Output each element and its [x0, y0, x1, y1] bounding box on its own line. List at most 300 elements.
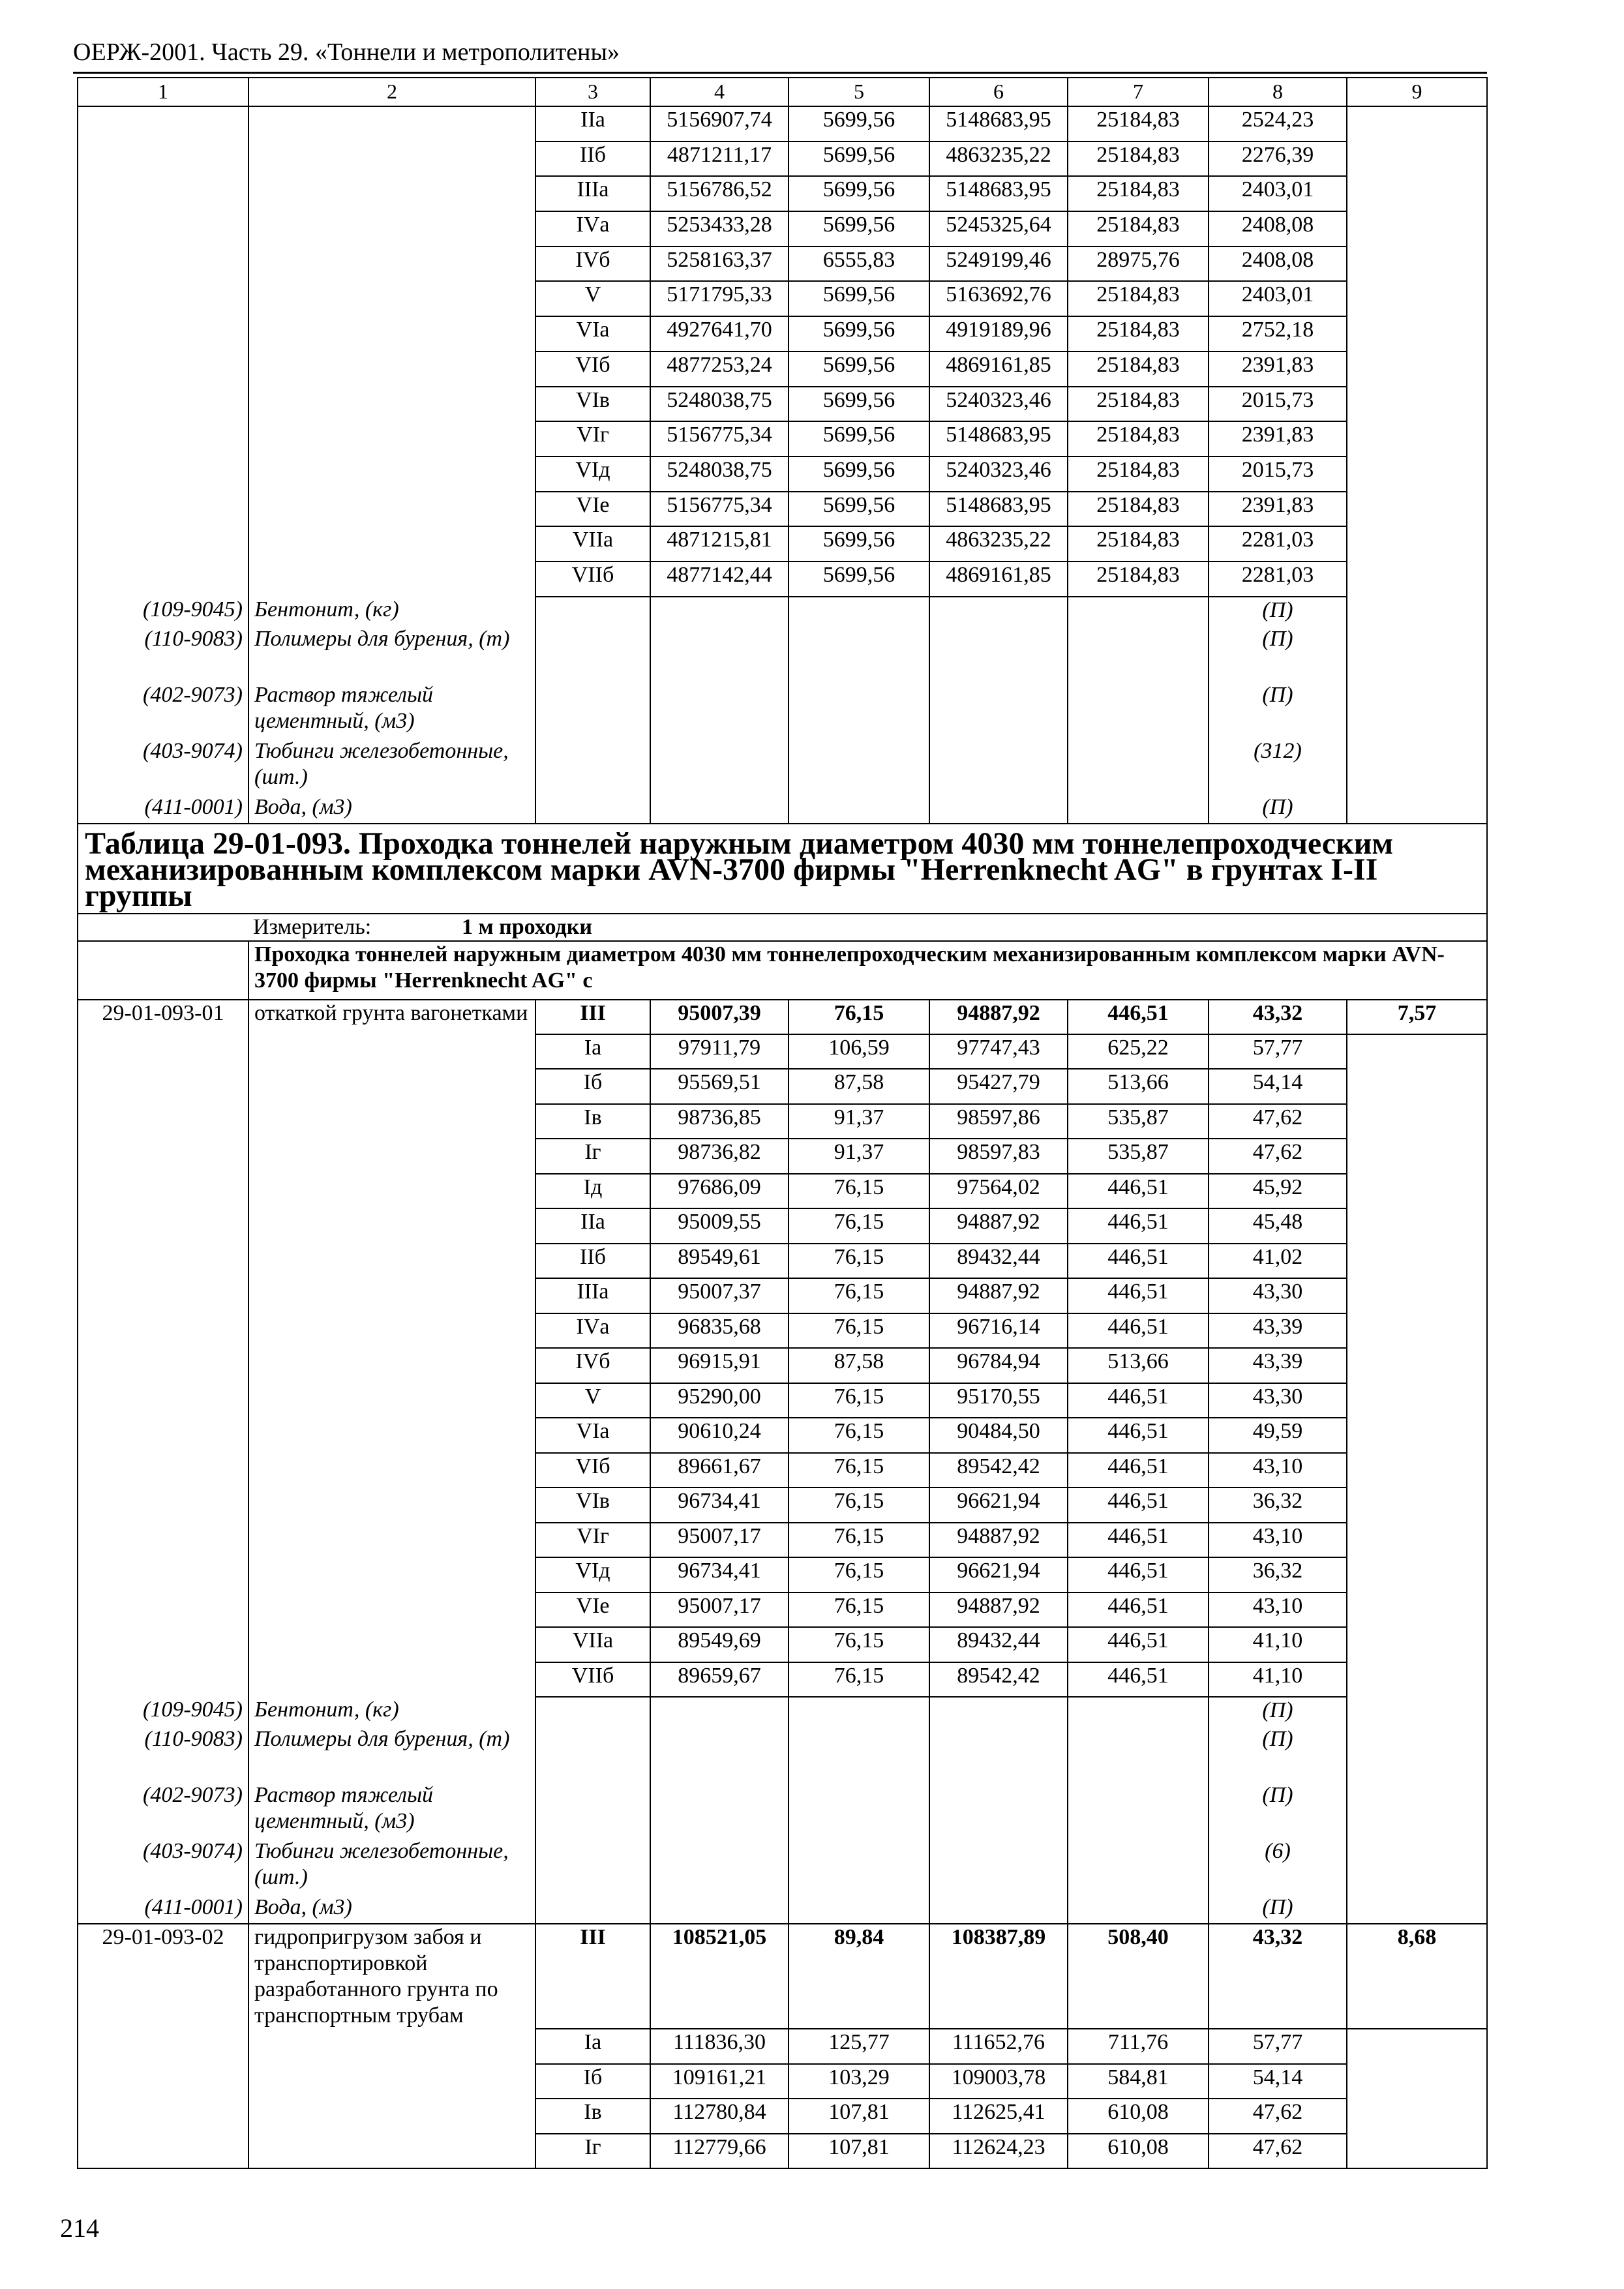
- value-cell: 446,51: [1068, 1557, 1209, 1593]
- value-cell: 57,77: [1209, 1034, 1347, 1070]
- table-cell: [789, 1726, 929, 1782]
- value-cell: 6555,83: [789, 247, 929, 282]
- value-cell: 89549,61: [650, 1244, 789, 1279]
- value-cell: 25184,83: [1068, 281, 1209, 316]
- table-cell: [1347, 142, 1487, 177]
- table-row: [78, 456, 1487, 492]
- value-cell: 25184,83: [1068, 176, 1209, 211]
- material-row: [78, 794, 1487, 824]
- value-cell: 47,62: [1209, 2134, 1347, 2169]
- header-rule: [73, 72, 1487, 74]
- table-cell: [535, 1782, 650, 1838]
- table-cell: [78, 1139, 248, 1174]
- table-cell: [789, 738, 929, 794]
- value-cell: 95007,39: [650, 1000, 789, 1034]
- value-cell: 5258163,37: [650, 247, 789, 282]
- material-qty: (312): [1209, 738, 1347, 794]
- subtitle-row: [78, 941, 1487, 1000]
- value-cell: 109003,78: [929, 2064, 1068, 2099]
- material-code: (110-9083): [78, 1726, 248, 1782]
- value-cell: 446,51: [1068, 1313, 1209, 1349]
- table-row: [78, 421, 1487, 456]
- value-cell: 98597,86: [929, 1104, 1068, 1139]
- table-row: [78, 561, 1487, 597]
- table-cell: [248, 1662, 535, 1698]
- value-cell: VIв: [535, 1488, 650, 1523]
- value-cell: 5240323,46: [929, 456, 1068, 492]
- table-cell: [78, 2064, 248, 2099]
- table-cell: [1347, 352, 1487, 387]
- value-cell: 5163692,76: [929, 281, 1068, 316]
- table-cell: [248, 1034, 535, 1070]
- table-cell: [1068, 738, 1209, 794]
- table-cell: [248, 1557, 535, 1593]
- value-cell: 96621,94: [929, 1557, 1068, 1593]
- value-cell: 43,10: [1209, 1453, 1347, 1488]
- material-name: Полимеры для бурения, (т): [248, 626, 535, 682]
- value-cell: 112779,66: [650, 2134, 789, 2169]
- table-cell: [78, 1383, 248, 1418]
- measure-row: [78, 914, 1487, 941]
- value-cell: VIб: [535, 1453, 650, 1488]
- value-cell: 4863235,22: [929, 142, 1068, 177]
- material-name: Тюбинги железобетонные, (шт.): [248, 1838, 535, 1894]
- table-cell: [248, 526, 535, 561]
- value-cell: 446,51: [1068, 1523, 1209, 1558]
- value-cell: VIг: [535, 421, 650, 456]
- value-cell: 5699,56: [789, 316, 929, 352]
- value-cell: 5699,56: [789, 421, 929, 456]
- value-cell: 89,84: [789, 1924, 929, 2029]
- table-cell: [1347, 1838, 1487, 1894]
- value-cell: 2403,01: [1209, 281, 1347, 316]
- value-cell: 25184,83: [1068, 492, 1209, 527]
- value-cell: 41,10: [1209, 1662, 1347, 1698]
- table-cell: [1068, 1838, 1209, 1894]
- material-code: (402-9073): [78, 1782, 248, 1838]
- value-cell: VIа: [535, 1418, 650, 1453]
- value-cell: 2281,03: [1209, 561, 1347, 597]
- table-cell: [78, 142, 248, 177]
- material-qty: (П): [1209, 1782, 1347, 1838]
- table-cell: [248, 1174, 535, 1209]
- value-cell: 103,29: [789, 2064, 929, 2099]
- value-cell: 2391,83: [1209, 421, 1347, 456]
- value-cell: 76,15: [789, 1627, 929, 1662]
- table-cell: [78, 1244, 248, 1279]
- value-cell: III: [535, 1000, 650, 1034]
- table-cell: [248, 247, 535, 282]
- table-cell: [1068, 1894, 1209, 1924]
- value-cell: 47,62: [1209, 1104, 1347, 1139]
- value-cell: 49,59: [1209, 1418, 1347, 1453]
- value-cell: 5699,56: [789, 142, 929, 177]
- measure-value: 1 м проходки: [462, 914, 592, 939]
- value-cell: 4863235,22: [929, 526, 1068, 561]
- value-cell: 4869161,85: [929, 561, 1068, 597]
- value-cell: 96915,91: [650, 1348, 789, 1383]
- value-cell: 43,30: [1209, 1383, 1347, 1418]
- table-cell: [78, 526, 248, 561]
- table-row: [78, 2099, 1487, 2134]
- item-code: 29-01-093-02: [78, 1924, 248, 2029]
- table-row: [78, 1244, 1487, 1279]
- table-cell: [78, 2029, 248, 2064]
- table-row: [78, 1557, 1487, 1593]
- material-row: [78, 1726, 1487, 1782]
- table-cell: [248, 2064, 535, 2099]
- value-cell: 584,81: [1068, 2064, 1209, 2099]
- value-cell: 36,32: [1209, 1557, 1347, 1593]
- value-cell: 108387,89: [929, 1924, 1068, 2029]
- table-cell: [78, 1418, 248, 1453]
- table-row: [78, 281, 1487, 316]
- table-cell: [1347, 2134, 1487, 2169]
- value-cell: 111836,30: [650, 2029, 789, 2064]
- value-cell: 89432,44: [929, 1627, 1068, 1662]
- value-cell: 535,87: [1068, 1139, 1209, 1174]
- table-cell: [1347, 2029, 1487, 2064]
- value-cell: 76,15: [789, 1453, 929, 1488]
- value-cell: 535,87: [1068, 1104, 1209, 1139]
- table-row: [78, 1453, 1487, 1488]
- value-cell: 76,15: [789, 1208, 929, 1244]
- table-row: [78, 1174, 1487, 1209]
- value-cell: 76,15: [789, 1557, 929, 1593]
- column-header: 9: [1347, 78, 1487, 106]
- value-cell: 43,10: [1209, 1523, 1347, 1558]
- value-cell: VIIб: [535, 1662, 650, 1698]
- table-cell: [248, 1523, 535, 1558]
- value-cell: 94887,92: [929, 1208, 1068, 1244]
- material-row: [78, 1697, 1487, 1726]
- value-cell: VIIа: [535, 526, 650, 561]
- value-cell: 95290,00: [650, 1383, 789, 1418]
- table-row: [78, 1313, 1487, 1349]
- table-cell: [929, 794, 1068, 824]
- value-cell: 97564,02: [929, 1174, 1068, 1209]
- value-cell: Iд: [535, 1174, 650, 1209]
- table-cell: [248, 2029, 535, 2064]
- value-cell: 95170,55: [929, 1383, 1068, 1418]
- table-row: [78, 526, 1487, 561]
- value-cell: 76,15: [789, 1383, 929, 1418]
- material-name: Вода, (м3): [248, 794, 535, 824]
- table-cell: [1347, 1453, 1487, 1488]
- table-cell: [248, 316, 535, 352]
- table-cell: [650, 794, 789, 824]
- table-cell: [248, 1313, 535, 1349]
- value-cell: 43,39: [1209, 1348, 1347, 1383]
- value-cell: 45,48: [1209, 1208, 1347, 1244]
- table-cell: [248, 281, 535, 316]
- value-cell: 513,66: [1068, 1069, 1209, 1104]
- measure-cell: [78, 914, 1487, 941]
- table-row: [78, 352, 1487, 387]
- table-cell: [1347, 1782, 1487, 1838]
- value-cell: 89549,69: [650, 1627, 789, 1662]
- table-cell: [1068, 794, 1209, 824]
- table-cell: [78, 106, 248, 142]
- value-cell: 5171795,33: [650, 281, 789, 316]
- material-code: (411-0001): [78, 1894, 248, 1924]
- table-row: [78, 1593, 1487, 1628]
- table-cell: [1347, 247, 1487, 282]
- value-cell: 446,51: [1068, 1383, 1209, 1418]
- table-row: [78, 316, 1487, 352]
- value-cell: 5253433,28: [650, 211, 789, 247]
- table-cell: [1347, 211, 1487, 247]
- value-cell: 76,15: [789, 1523, 929, 1558]
- table-cell: [535, 1894, 650, 1924]
- value-cell: 446,51: [1068, 1244, 1209, 1279]
- column-header: 1: [78, 78, 248, 106]
- table-cell: [1347, 1662, 1487, 1698]
- table-cell: [535, 1838, 650, 1894]
- table-cell: [78, 316, 248, 352]
- table-cell: [248, 421, 535, 456]
- table-cell: [78, 1313, 248, 1349]
- table-cell: [535, 682, 650, 738]
- value-cell: IVб: [535, 247, 650, 282]
- table-cell: [929, 1838, 1068, 1894]
- value-cell: Iг: [535, 1139, 650, 1174]
- table-cell: [1347, 1244, 1487, 1279]
- value-cell: 5240323,46: [929, 387, 1068, 422]
- table-cell: [789, 597, 929, 626]
- table-cell: [248, 1593, 535, 1628]
- value-cell: 446,51: [1068, 1453, 1209, 1488]
- value-cell: 76,15: [789, 1313, 929, 1349]
- table-row: [78, 1104, 1487, 1139]
- table-cell: [1347, 2099, 1487, 2134]
- table-cell: [78, 941, 248, 1000]
- value-cell: 5148683,95: [929, 421, 1068, 456]
- table-row: [78, 387, 1487, 422]
- value-cell: 2403,01: [1209, 176, 1347, 211]
- value-cell: 4927641,70: [650, 316, 789, 352]
- value-cell: 5148683,95: [929, 106, 1068, 142]
- material-row: [78, 738, 1487, 794]
- value-cell: 446,51: [1068, 1418, 1209, 1453]
- value-cell: 5699,56: [789, 176, 929, 211]
- table-cell: [1347, 1208, 1487, 1244]
- table-cell: [650, 597, 789, 626]
- table-cell: [1347, 1313, 1487, 1349]
- value-cell: III: [535, 1924, 650, 2029]
- table-cell: [78, 1208, 248, 1244]
- table-cell: [78, 387, 248, 422]
- value-cell: 109161,21: [650, 2064, 789, 2099]
- value-cell: 97747,43: [929, 1034, 1068, 1070]
- value-cell: 89542,42: [929, 1453, 1068, 1488]
- value-cell: 89542,42: [929, 1662, 1068, 1698]
- value-cell: 4919189,96: [929, 316, 1068, 352]
- item-description: откаткой грунта вагонетками: [248, 1000, 535, 1034]
- value-cell: 76,15: [789, 1593, 929, 1628]
- table-cell: [248, 1627, 535, 1662]
- table-cell: [1068, 597, 1209, 626]
- value-cell: 2524,23: [1209, 106, 1347, 142]
- table-cell: [78, 2134, 248, 2169]
- value-cell: 76,15: [789, 1662, 929, 1698]
- value-cell: VIIб: [535, 561, 650, 597]
- material-row: [78, 682, 1487, 738]
- material-name: Раствор тяжелый цементный, (м3): [248, 682, 535, 738]
- value-cell: 98736,82: [650, 1139, 789, 1174]
- item-description: гидропригрузом забоя и транспортировкой разработанного грунта по транспортным трубам: [248, 1924, 535, 2029]
- value-cell: 98597,83: [929, 1139, 1068, 1174]
- value-cell: 47,62: [1209, 1139, 1347, 1174]
- value-cell: 610,08: [1068, 2134, 1209, 2169]
- material-qty: (П): [1209, 626, 1347, 682]
- value-cell: 5148683,95: [929, 492, 1068, 527]
- value-cell: 5156786,52: [650, 176, 789, 211]
- value-cell: 2408,08: [1209, 211, 1347, 247]
- value-cell: 45,92: [1209, 1174, 1347, 1209]
- column-header: 8: [1209, 78, 1347, 106]
- table-cell: [929, 626, 1068, 682]
- value-cell: 8,68: [1347, 1924, 1487, 2029]
- value-cell: 89659,67: [650, 1662, 789, 1698]
- table-cell: [1347, 561, 1487, 597]
- value-cell: 87,58: [789, 1069, 929, 1104]
- value-cell: 94887,92: [929, 1523, 1068, 1558]
- table-cell: [929, 682, 1068, 738]
- table-cell: [78, 561, 248, 597]
- table-cell: [535, 794, 650, 824]
- value-cell: 5699,56: [789, 561, 929, 597]
- column-header: 6: [929, 78, 1068, 106]
- value-cell: 5156775,34: [650, 492, 789, 527]
- table-cell: [1347, 2064, 1487, 2099]
- value-cell: 54,14: [1209, 2064, 1347, 2099]
- value-cell: 446,51: [1068, 1662, 1209, 1698]
- value-cell: 90484,50: [929, 1418, 1068, 1453]
- value-cell: 91,37: [789, 1139, 929, 1174]
- value-cell: VIд: [535, 1557, 650, 1593]
- value-cell: 25184,83: [1068, 561, 1209, 597]
- value-cell: 5156907,74: [650, 106, 789, 142]
- table-cell: [248, 106, 535, 142]
- table-cell: [929, 597, 1068, 626]
- material-row: [78, 1894, 1487, 1924]
- value-cell: 446,51: [1068, 1174, 1209, 1209]
- column-header: 5: [789, 78, 929, 106]
- table-cell: [78, 1488, 248, 1523]
- value-cell: 5248038,75: [650, 387, 789, 422]
- table-cell: [1347, 1593, 1487, 1628]
- value-cell: 125,77: [789, 2029, 929, 2064]
- value-cell: 97686,09: [650, 1174, 789, 1209]
- table-cell: [789, 1782, 929, 1838]
- value-cell: 4869161,85: [929, 352, 1068, 387]
- table-cell: [248, 1453, 535, 1488]
- table-cell: [650, 682, 789, 738]
- value-cell: 7,57: [1347, 1000, 1487, 1034]
- material-row: [78, 597, 1487, 626]
- value-cell: 106,59: [789, 1034, 929, 1070]
- page-header: ОЕРЖ-2001. Часть 29. «Тоннели и метрополитены»: [73, 38, 620, 66]
- value-cell: VIв: [535, 387, 650, 422]
- table-cell: [535, 738, 650, 794]
- value-cell: 43,32: [1209, 1000, 1347, 1034]
- table-cell: [1347, 316, 1487, 352]
- table-row: [78, 1627, 1487, 1662]
- material-name: Бентонит, (кг): [248, 1697, 535, 1726]
- table-cell: [1068, 1697, 1209, 1726]
- table-row: [78, 1278, 1487, 1313]
- table-cell: [78, 421, 248, 456]
- table-row: [78, 2029, 1487, 2064]
- value-cell: 446,51: [1068, 1208, 1209, 1244]
- value-cell: 25184,83: [1068, 387, 1209, 422]
- value-cell: 43,30: [1209, 1278, 1347, 1313]
- table-row: [78, 1348, 1487, 1383]
- table-cell: [78, 281, 248, 316]
- value-cell: 112625,41: [929, 2099, 1068, 2134]
- material-code: (109-9045): [78, 597, 248, 626]
- value-cell: 4877142,44: [650, 561, 789, 597]
- table-cell: [248, 211, 535, 247]
- table-cell: [535, 1726, 650, 1782]
- value-cell: 5245325,64: [929, 211, 1068, 247]
- table-cell: [78, 1662, 248, 1698]
- material-code: (110-9083): [78, 626, 248, 682]
- value-cell: VIе: [535, 1593, 650, 1628]
- value-cell: 89661,67: [650, 1453, 789, 1488]
- rates-table-body: [78, 78, 1487, 2168]
- table-cell: [78, 211, 248, 247]
- table-cell: [78, 247, 248, 282]
- table-cell: [248, 2099, 535, 2134]
- value-cell: 97911,79: [650, 1034, 789, 1070]
- table-cell: [1347, 1726, 1487, 1782]
- value-cell: 87,58: [789, 1348, 929, 1383]
- value-cell: 5699,56: [789, 387, 929, 422]
- table-cell: [78, 1593, 248, 1628]
- table-cell: [248, 1383, 535, 1418]
- value-cell: VIIа: [535, 1627, 650, 1662]
- value-cell: 5699,56: [789, 211, 929, 247]
- table-row: [78, 106, 1487, 142]
- value-cell: 43,10: [1209, 1593, 1347, 1628]
- table-cell: [789, 794, 929, 824]
- value-cell: 5148683,95: [929, 176, 1068, 211]
- table-cell: [929, 738, 1068, 794]
- material-qty: (П): [1209, 597, 1347, 626]
- value-cell: Iб: [535, 1069, 650, 1104]
- value-cell: IIа: [535, 1208, 650, 1244]
- value-cell: Iг: [535, 2134, 650, 2169]
- value-cell: 112780,84: [650, 2099, 789, 2134]
- table-cell: [1347, 1627, 1487, 1662]
- table-row: [78, 211, 1487, 247]
- table-cell: [248, 561, 535, 597]
- page-number: 214: [60, 2213, 99, 2243]
- table-cell: [650, 626, 789, 682]
- value-cell: 2752,18: [1209, 316, 1347, 352]
- table-cell: [248, 1069, 535, 1104]
- table-cell: [1347, 1697, 1487, 1726]
- value-cell: 54,14: [1209, 1069, 1347, 1104]
- table-cell: [1347, 1523, 1487, 1558]
- table-row: [78, 142, 1487, 177]
- table-row: [78, 176, 1487, 211]
- value-cell: IIIа: [535, 176, 650, 211]
- table-cell: [1347, 1557, 1487, 1593]
- table-cell: [78, 1523, 248, 1558]
